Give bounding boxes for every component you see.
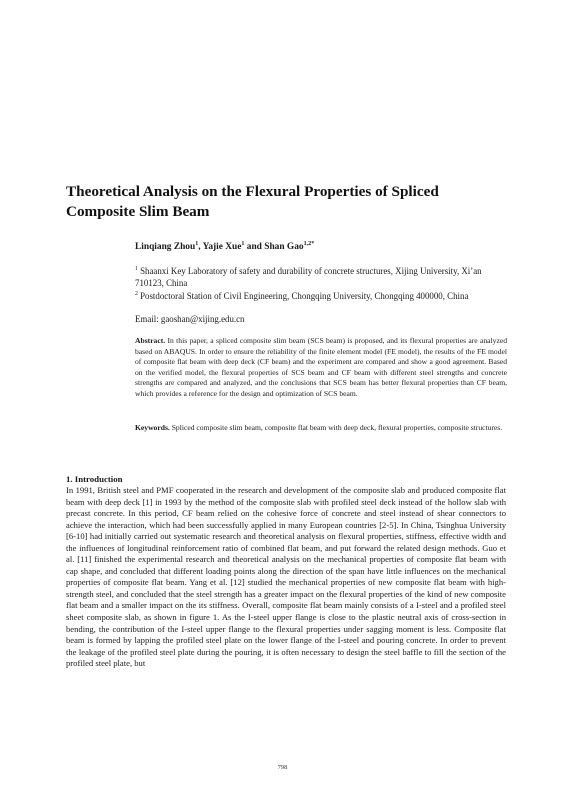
keywords: [135, 423, 507, 434]
section-heading: 1. Introduction: [66, 474, 123, 484]
affiliation-mark: 1: [135, 266, 138, 273]
author-email: Email: gaoshan@xijing.edu.cn: [135, 314, 245, 324]
author-name: Linqiang Zhou: [135, 242, 196, 252]
abstract-label: Abstract.: [135, 336, 166, 345]
affiliation-text: Shaanxi Key Laboratory of safety and durability of concrete structures, Xijing University, Xi’an 710123, China: [135, 266, 482, 289]
author-affiliation-mark: 1: [195, 240, 199, 247]
affiliation-text: Postdoctoral Station of Civil Engineering, Chongqing University, Chongqing 400000, China: [137, 291, 469, 301]
author-separator: ,: [198, 242, 203, 252]
author-separator: and: [244, 242, 265, 252]
affiliation-1: [135, 265, 507, 290]
page-number: 798: [277, 764, 288, 771]
abstract-text: In this paper, a spliced composite slim beam (SCS beam) is proposed, and its flexural properties are analyzed based on ABAQUS. In order to ensure the reliability of the finite element model (FE model), the results of the FE model of composite flat beam with deep deck (CF beam) and the experiment are compared and show a good agreement. Based on the verified model, the flexural properties of SCS beam and CF beam with different steel strengths and concrete strengths are compared and analyzed, and the conclusions that SCS beam has better flexural properties than CF beam, which provides a reference for the design and optimization of SCS beam.: [135, 336, 507, 398]
author-affiliation-mark: 1: [241, 240, 245, 247]
abstract: [135, 336, 507, 400]
introduction-paragraph: In 1991, British steel and PMF cooperated in the research and development of the composite slab and produced composite flat beam with deep deck [1] in 1993 by the method of the composite slab with profiled steel deck instead of the hollow slab with precast concrete. In this period, CF beam relied on the cohesive force of concrete and steel instead of shear connectors to achieve the interaction, which had been successfully applied in many European countries [2-5]. In China, Tsinghua University [6-10] had initially carried out systematic research and theoretical analysis on flexural properties, stiffness, effective width and the influences of longitudinal reinforcement ratio of combined flat beam, and put forward the related design methods. Guo et al. [11] finished the experimental research and theoretical analysis on the mechanical properties of composite flat beam with cap shape, and concluded that different loading points along the direction of the span have little influences on the mechanical properties of composite flat beam. Yang et al. [12] studied the mechanical properties of new composite flat beam with high-strength steel, and concluded that the steel strength has a greater impact on the flexural properties of the kind of new composite flat beam and a smaller impact on the its stiffness. Overall, composite flat beam mainly consists of a I-steel and a profiled steel sheet composite slab, as shown in figure 1. As the I-steel upper flange is close to the plastic neutral axis of cross-section in bending, the contribution of the I-steel upper flange to the flexural properties under sagging moment is less. Composite flat beam is formed by lapping the profiled steel plate on the lower flange of the I-steel and pouring concrete. In order to prevent the leakage of the profiled steel plate during the pouring, it is often necessary to design the steel baffle to fill the section of the profiled steel plate, but: [66, 485, 506, 669]
author-name: Shan Gao: [264, 242, 304, 252]
author-name: Yajie Xue: [202, 242, 242, 252]
author-affiliation-mark: 1,2*: [303, 240, 315, 247]
affiliation-2: [135, 290, 507, 302]
affiliation-mark: 2: [135, 291, 138, 298]
keywords-label: Keywords.: [135, 423, 170, 432]
author-line: [135, 242, 314, 252]
keywords-text: Spliced composite slim beam, composite flat beam with deep deck, flexural properties, composite structures.: [169, 423, 503, 432]
paper-title: Theoretical Analysis on the Flexural Properties of Spliced Composite Slim Beam: [66, 183, 439, 220]
